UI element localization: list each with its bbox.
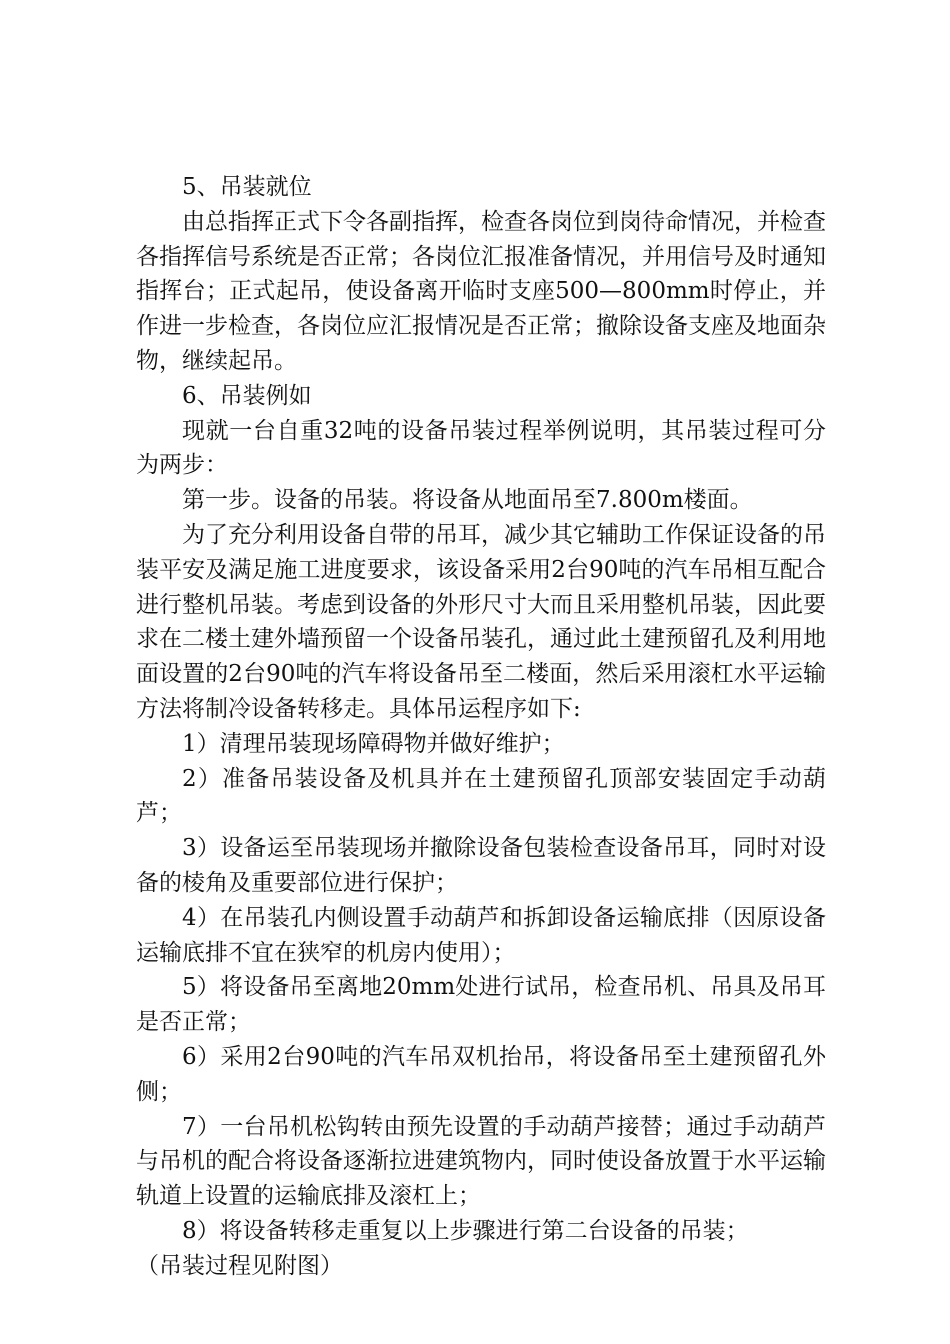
section-heading-lifting-position: 5、吊装就位 (182, 174, 312, 200)
document-page (136, 170, 826, 1284)
list-item-7: 7）一台吊机松钩转由预先设置的手动葫芦接替；通过手动葫芦与吊机的配合将设备逐渐拉进建筑物内，同时使设备放置于水平运输轨道上设置的运输底排及滚杠上； (136, 1113, 826, 1210)
paragraph-lifting-position: 由总指挥正式下令各副指挥，检查各岗位到岗待命情况，并检查各指挥信号系统是否正常；各岗位汇报准备情况，并用信号及时通知指挥台；正式起吊，使设备离开临时支座500—800mm时停止，并作进一步检查，各岗位应汇报情况是否正常；撤除设备支座及地面杂物，继续起吊。 (136, 208, 826, 374)
paragraph-method: 为了充分利用设备自带的吊耳，减少其它辅助工作保证设备的吊装平安及满足施工进度要求，该设备采用2台90吨的汽车吊相互配合进行整机吊装。考虑到设备的外形尺寸大而且采用整机吊装，因此要求在二楼土建外墙预留一个设备吊装孔，通过此土建预留孔及利用地面设置的2台90吨的汽车将设备吊至二楼面，然后采用滚杠水平运输方法将制冷设备转移走。具体吊运程序如下: (136, 521, 826, 722)
section-heading-lifting-example: 6、吊装例如 (182, 382, 312, 409)
list-item-8: 8）将设备转移走重复以上步骤进行第二台设备的吊装； (182, 1217, 749, 1244)
paragraph-example-intro: 现就一台自重32吨的设备吊装过程举例说明，其吊装过程可分为两步： (136, 417, 826, 479)
list-item-3: 3）设备运至吊装现场并撤除设备包装检查设备吊耳，同时对设备的棱角及重要部位进行保护； (136, 835, 826, 896)
list-item-1: 1）清理吊装现场障碍物并做好维护； (182, 730, 565, 757)
list-item-6: 6）采用2台90吨的汽车吊双机抬吊，将设备吊至土建预留孔外侧； (136, 1043, 826, 1105)
list-item-5: 5）将设备吊至离地20mm处进行试吊，检查吊机、吊具及吊耳是否正常； (136, 974, 826, 1036)
list-item-2: 2）准备吊装设备及机具并在土建预留孔顶部安装固定手动葫芦； (136, 765, 826, 827)
figure-note: （吊装过程见附图） (136, 1252, 343, 1279)
list-item-4: 4）在吊装孔内侧设置手动葫芦和拆卸设备运输底排（因原设备运输底排不宜在狭窄的机房内使用）； (136, 904, 826, 966)
paragraph-step-one: 第一步。设备的吊装。将设备从地面吊至7.800m楼面。 (182, 487, 753, 514)
